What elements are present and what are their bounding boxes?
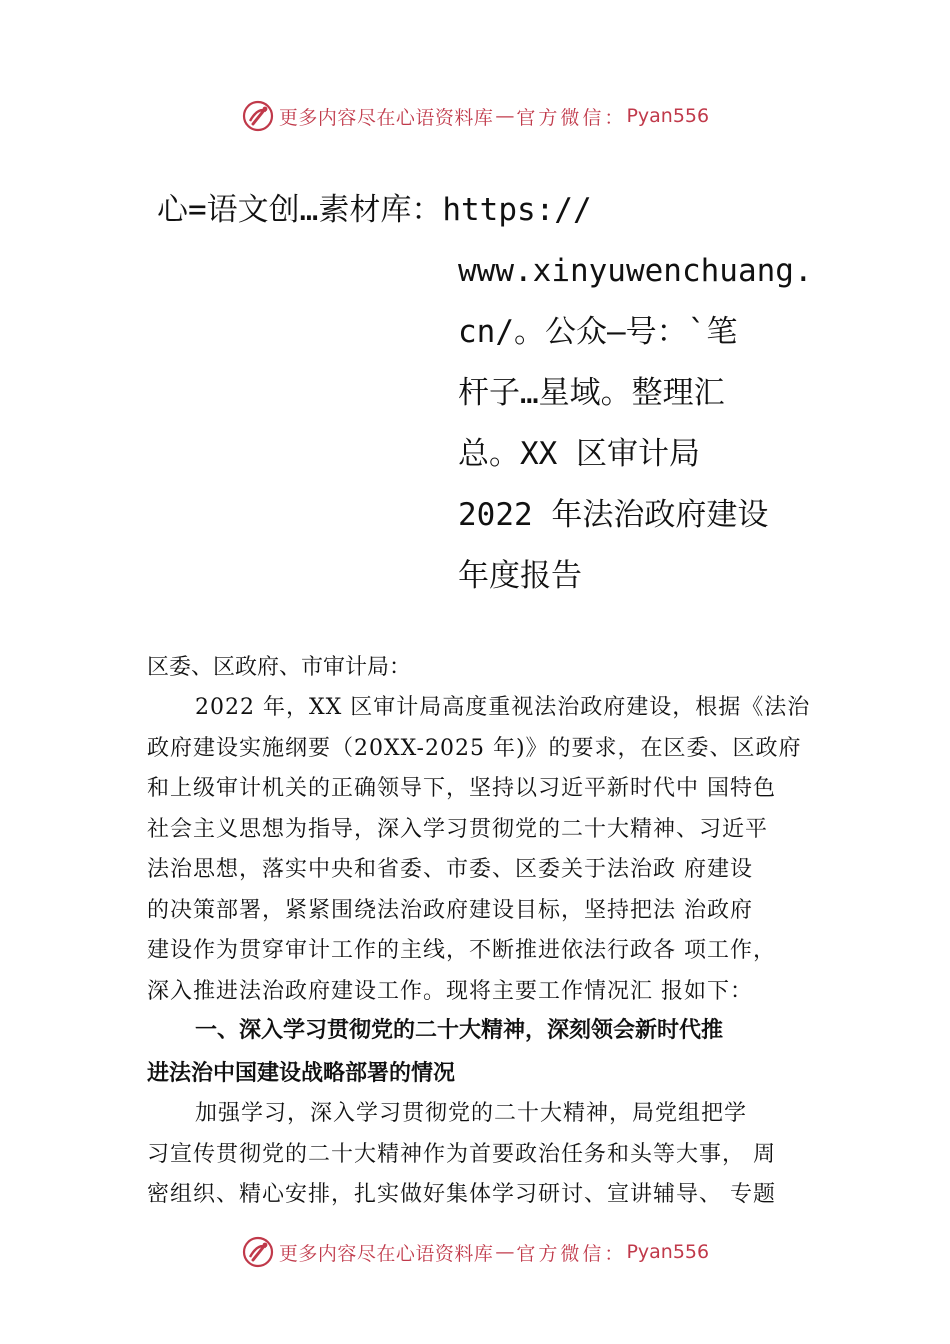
heading-line: 进法治中国建设战略部署的情况 [147, 1061, 456, 1086]
paragraph-line: 深入推进法治政府建设工作。现将主要工作情况汇 报如下： [147, 978, 753, 1004]
banner-wechat-account: Pyan556 [626, 1241, 710, 1263]
banner-wechat-label: 官方微信： [516, 1242, 627, 1265]
paragraph-line: 社会主义思想为指导，深入学习贯彻党的二十大精神、习近平 [147, 816, 769, 842]
paragraph-line: 的决策部署，紧紧围绕法治政府建设目标，坚持把法 治政府 [147, 897, 753, 923]
paragraph-line: 密组织、精心安排，扎实做好集体学习研讨、宣讲辅导、 专题 [147, 1182, 776, 1207]
paragraph-line: 政府建设实施纲要（20XX-2025 年)》的要求，在区委、区政府 [147, 735, 802, 761]
title-line: 心=语文创…素材库：https:// [157, 192, 592, 228]
paragraph-line: 2022 年，XX 区审计局高度重视法治政府建设，根据《法治 [195, 695, 811, 720]
banner-brand-text: 更多内容尽在心语资料库 [278, 106, 494, 129]
header-banner [0, 96, 950, 136]
title-line: 年度报告 [458, 558, 582, 594]
title-line: 杆子…星域。整理汇 [458, 375, 725, 411]
paragraph-line: 法治思想，落实中央和省委、市委、区委关于法治政 府建设 [147, 857, 753, 882]
banner-dash: — [495, 105, 515, 127]
paragraph-line: 加强学习，深入学习贯彻党的二十大精神，局党组把学 [195, 1101, 748, 1126]
banner-wechat-account: Pyan556 [626, 105, 710, 127]
paragraph-intro [147, 688, 810, 1012]
heading-line: 一、深入学习贯彻党的二十大精神，深刻领会新时代推 [195, 1018, 724, 1043]
title-line: 总。XX 区审计局 [458, 436, 700, 472]
title-line: cn/。公众—号：`笔 [458, 314, 738, 350]
footer-banner [0, 1232, 950, 1272]
banner-dash: — [495, 1241, 515, 1263]
paragraph-study [147, 1094, 776, 1216]
banner-brand-text: 更多内容尽在心语资料库 [278, 1242, 494, 1265]
paragraph-line: 和上级审计机关的正确领导下，坚持以习近平新时代中 国特色 [147, 776, 776, 801]
paragraph-line: 习宣传贯彻党的二十大精神作为首要政治任务和头等大事， 周 [147, 1141, 776, 1167]
section-heading-1 [147, 1009, 723, 1095]
paragraph-line: 建设作为贯穿审计工作的主线，不断推进依法行政各 项工作， [147, 938, 776, 963]
title-line: www.xinyuwenchuang. [458, 253, 813, 289]
xinyu-logo-icon [241, 1235, 275, 1269]
banner-wechat-label: 官方微信： [516, 106, 627, 129]
xinyu-logo-icon [241, 99, 275, 133]
salutation: 区委、区政府、市审计局： [147, 655, 412, 680]
title-line: 2022 年法治政府建设 [458, 497, 769, 533]
